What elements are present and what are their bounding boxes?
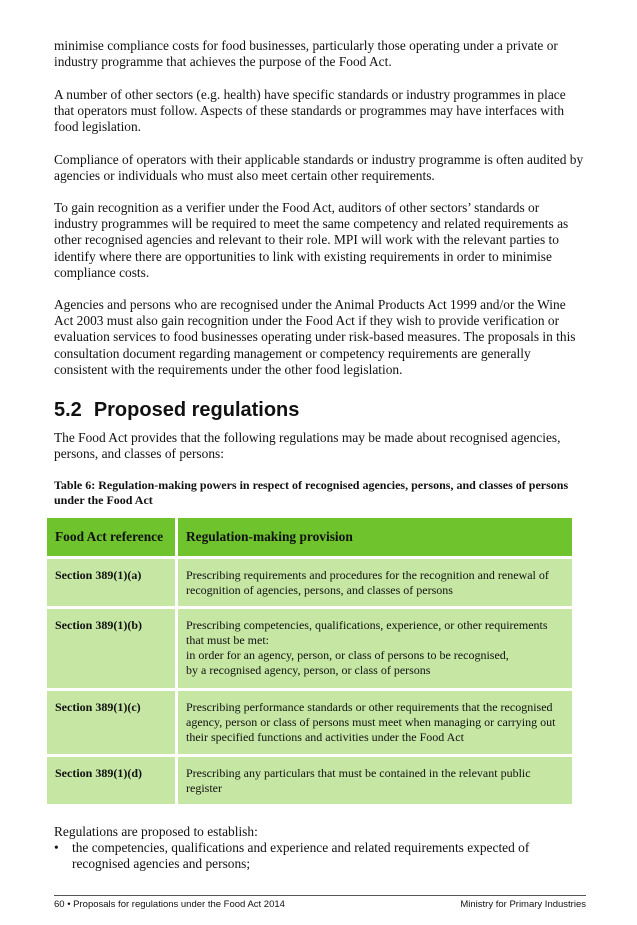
table-cell-provision	[178, 691, 572, 757]
page-footer	[54, 899, 586, 911]
table-caption: Table 6: Regulation-making powers in respect of recognised agencies, persons, and classes of persons under the Food Act	[54, 478, 569, 507]
section-title: Proposed regulations	[93, 399, 300, 421]
table-cell-reference: Section 389(1)(d)	[47, 757, 178, 807]
regulation-table	[47, 518, 572, 807]
provision-line: Prescribing competencies, qualifications, experience, or other requirements that must be met:	[186, 618, 548, 647]
table-row	[47, 609, 572, 691]
bullet-text: the competencies, qualifications and experience and related requirements expected of recognised agencies and persons;	[72, 840, 530, 872]
table-header-row	[47, 518, 572, 559]
table-cell-reference: Section 389(1)(a)	[47, 559, 178, 609]
table-row	[47, 757, 572, 807]
provision-line: in order for an agency, person, or class of persons to be recognised,	[186, 648, 509, 662]
bullet-dot: •	[54, 840, 59, 855]
table-cell-provision	[178, 609, 572, 691]
section-heading	[54, 398, 299, 422]
table-row	[47, 691, 572, 757]
column-header-reference: Food Act reference	[47, 518, 178, 559]
paragraph-animal-products-act: Agencies and persons who are recognised under the Animal Products Act 1999 and/or the Wine Act 2003 must also gain recognition under the Food Act if they wish to provide verification or evaluation services to food businesses operating under risk-based measures. The proposals in this consultation document regarding management or competency requirements are generally consistent with the requirements under the other food legislation.	[54, 297, 576, 377]
section-number: 5.2	[54, 399, 82, 421]
table-row	[47, 559, 572, 609]
paragraph-other-sectors: A number of other sectors (e.g. health) have specific standards or industry programmes in place that operators must follow. Aspects of these standards or programmes may have interfaces with food legislation.	[54, 87, 566, 135]
table-cell-reference: Section 389(1)(b)	[47, 609, 178, 691]
bullet-list	[54, 840, 586, 872]
table-cell-provision	[178, 757, 572, 807]
provision-line: Prescribing requirements and procedures for the recognition and renewal of recognition of agencies, persons, and classes of persons	[186, 568, 549, 597]
table-cell-reference: Section 389(1)(c)	[47, 691, 178, 757]
paragraph-compliance-audited: Compliance of operators with their applicable standards or industry programme is often audited by agencies or individuals who must also meet certain other requirements.	[54, 152, 584, 184]
paragraph-gain-recognition: To gain recognition as a verifier under the Food Act, auditors of other sectors’ standards or industry programmes will be required to meet the same competency and related requirements as other recognised agencies and relevant to their role. MPI will work with the relevant parties to identify where there are opportunities to link with existing requirements in order to minimise compliance costs.	[54, 200, 569, 280]
table-cell-provision	[178, 559, 572, 609]
column-header-provision: Regulation-making provision	[178, 518, 572, 559]
section-intro: The Food Act provides that the following regulations may be made about recognised agencies, persons, and classes of persons:	[54, 430, 561, 462]
list-item	[54, 840, 586, 872]
footer-right: Ministry for Primary Industries	[460, 899, 586, 910]
provision-line: Prescribing performance standards or other requirements that the recognised agency, person or class of persons must meet when managing or carrying out their specified functions and activities under the Food Act	[186, 700, 556, 744]
footer-divider	[54, 895, 586, 896]
provision-line: by a recognised agency, person, or class of persons	[186, 663, 431, 677]
footer-left: 60 • Proposals for regulations under the Food Act 2014	[54, 899, 285, 910]
paragraph-compliance-costs: minimise compliance costs for food businesses, particularly those operating under a private or industry programme that achieves the purpose of the Food Act.	[54, 38, 558, 70]
provision-line: Prescribing any particulars that must be contained in the relevant public register	[186, 766, 531, 795]
regulations-lead: Regulations are proposed to establish:	[54, 824, 258, 839]
